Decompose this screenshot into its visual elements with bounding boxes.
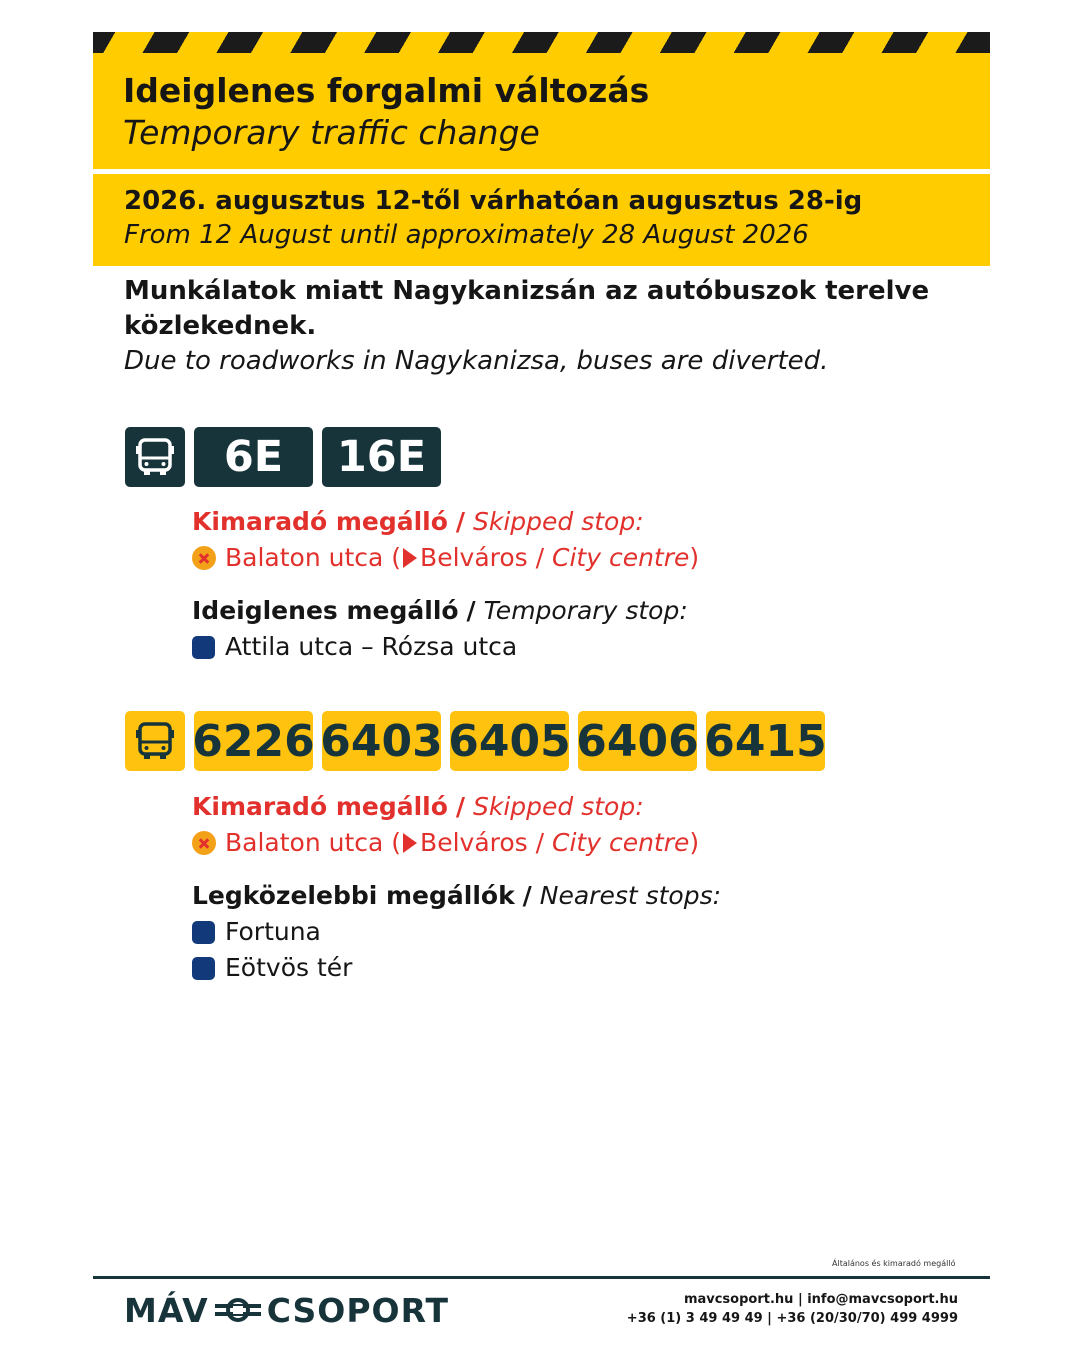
contact-web-email[interactable]: mavcsoport.hu | info@mavcsoport.hu [683,1292,958,1307]
temporary-stop-name: Attila utca – Rózsa utca [225,632,518,661]
intro-text [124,274,984,379]
skipped-heading-en: Skipped stop: [472,507,644,536]
stop-square-icon [192,921,215,944]
group2-info [192,789,972,986]
footer-divider [93,1276,990,1279]
skipped-heading-en: Skipped stop: [472,792,644,821]
temporary-heading-en: Temporary stop: [483,596,688,625]
logo-mark-icon [215,1297,261,1323]
date-english: From 12 August until approximately 28 August 2026 [124,220,809,250]
logo-text-left: MÁV [124,1290,209,1330]
direction-hu: Belváros / [420,828,545,857]
skipped-stop-icon [192,831,216,855]
play-triangle-icon [403,833,417,853]
skipped-stop-name: Balaton utca ( [225,828,402,857]
heading-separator: / [466,596,476,625]
play-triangle-icon [403,548,417,568]
nearest-stop-item [192,914,972,950]
skipped-stop-item [192,825,972,861]
nearest-stop-name: Fortuna [225,917,321,946]
stop-square-icon [192,636,215,659]
skipped-stop-heading [192,789,972,825]
direction-en: City centre [552,828,690,857]
route-row-regional [125,711,825,771]
logo-text-right: CSOPORT [266,1290,450,1330]
paren-close: ) [689,543,700,572]
route-badge-6405: 6405 [450,711,569,771]
hazard-stripes [93,32,990,53]
direction-en: City centre [552,543,690,572]
nearest-stops-heading [192,878,972,914]
contact-phone[interactable]: +36 (1) 3 49 49 49 | +36 (20/30/70) 499 4999 [626,1311,958,1326]
bus-icon [125,711,185,771]
skipped-stop-name: Balaton utca ( [225,543,402,572]
temporary-stop-heading [192,593,972,629]
contact-info [627,1290,958,1328]
nearest-heading-en: Nearest stops: [539,881,722,910]
temporary-heading-hu: Ideiglenes megálló [192,596,459,625]
route-badge-6226: 6226 [194,711,313,771]
title-banner [93,53,990,169]
route-badge-6403: 6403 [322,711,441,771]
skipped-stop-heading [192,504,972,540]
mav-csoport-logo [124,1290,449,1330]
intro-hungarian: Munkálatok miatt Nagykanizsán az autóbuszok terelve közlekednek. [124,276,930,341]
direction-hu: Belváros / [420,543,545,572]
title-hungarian: Ideiglenes forgalmi változás [123,71,650,110]
skipped-heading-hu: Kimaradó megálló [192,507,448,536]
skipped-heading-hu: Kimaradó megálló [192,792,448,821]
paren-close: ) [689,828,700,857]
nearest-heading-hu: Legközelebbi megállók [192,881,515,910]
date-banner [93,174,990,266]
route-row-city [125,427,441,487]
nearest-stop-item [192,950,972,986]
route-badge-6415: 6415 [706,711,825,771]
route-badge-6e: 6E [194,427,313,487]
route-badge-16e: 16E [322,427,441,487]
stop-square-icon [192,957,215,980]
route-badge-6406: 6406 [578,711,697,771]
heading-separator: / [522,881,532,910]
heading-separator: / [455,507,466,536]
nearest-stop-name: Eötvös tér [225,953,353,982]
intro-english: Due to roadworks in Nagykanizsa, buses are diverted. [124,346,829,376]
temporary-stop-item [192,629,972,665]
bus-icon [125,427,185,487]
skipped-stop-icon [192,546,216,570]
legend-note: Általános és kimaradó megálló [832,1259,956,1268]
heading-separator: / [455,792,466,821]
title-english: Temporary traffic change [123,113,540,152]
group1-info [192,504,972,665]
date-hungarian: 2026. augusztus 12-től várhatóan augusztus 28-ig [124,186,863,216]
skipped-stop-item [192,540,972,576]
